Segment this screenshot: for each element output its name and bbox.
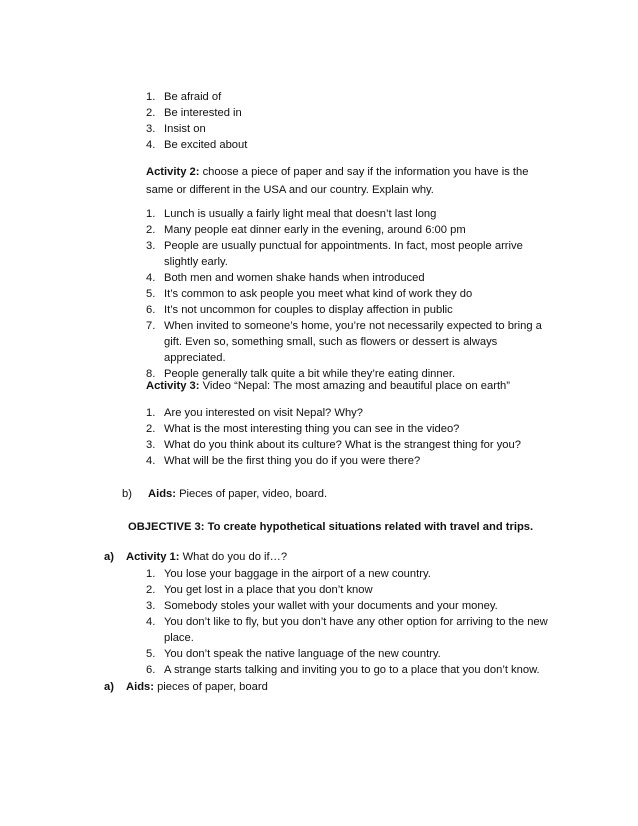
list-number: 2. [146,584,156,596]
list-item-text: What do you think about its culture? What is the strangest thing for you? [164,439,521,451]
aids-a-marker: a) [104,681,114,693]
list-number: 1. [146,568,156,580]
list-item-text: People generally talk quite a bit while they’re eating dinner. [164,368,456,380]
list-item-text: Be afraid of [164,91,222,103]
activity-3-paragraph [146,377,556,395]
list-item [146,598,556,614]
list-item-text: You lose your baggage in the airport of a new country. [164,568,431,580]
list-number: 1. [146,208,156,220]
list-item [146,121,556,137]
video-questions-list [146,405,556,469]
vocabulary-list [146,89,556,153]
list-number: 1. [146,91,156,103]
activity-1-text: What do you do if…? [179,551,288,563]
list-number: 6. [146,664,156,676]
list-number: 8. [146,368,156,380]
list-number: 3. [146,600,156,612]
list-number: 4. [146,616,156,628]
list-item [146,405,556,421]
list-item-text: Be interested in [164,107,242,119]
list-number: 7. [146,320,156,332]
aids-b-paragraph [122,485,552,503]
activity-2-text: choose a piece of paper and say if the information you have is the same or different in the USA and our country. Explain why. [146,166,529,196]
list-item-text: You don’t like to fly, but you don’t have any other option for arriving to the new place. [164,616,548,644]
list-number: 2. [146,224,156,236]
list-item [146,270,556,286]
objective-3-heading: OBJECTIVE 3: To create hypothetical situations related with travel and trips. [128,521,534,533]
list-item [146,437,556,453]
list-item [146,566,556,582]
list-item [146,421,556,437]
list-item-text: Are you interested on visit Nepal? Why? [164,407,363,419]
activity-3-label: Activity 3: [146,380,200,392]
customs-statements-list [146,206,556,382]
activity-1-label: Activity 1: [126,551,180,563]
list-number: 1. [146,407,156,419]
aids-b-label: Aids: [148,488,176,500]
list-number: 2. [146,423,156,435]
list-item [146,582,556,598]
list-item [146,646,556,662]
activity-2-label: Activity 2: [146,166,200,178]
list-item [146,137,556,153]
list-item [146,662,556,678]
activity-2-paragraph [146,163,556,199]
activity-3-text: Video “Nepal: The most amazing and beautiful place on earth” [199,380,511,392]
aids-a-text: pieces of paper, board [153,681,268,693]
list-item-text: Both men and women shake hands when introduced [164,272,425,284]
aids-b-marker: b) [122,488,132,500]
list-number: 3. [146,439,156,451]
aids-b-text: Pieces of paper, video, board. [175,488,328,500]
list-item-text: What is the most interesting thing you can see in the video? [164,423,460,435]
list-item [146,286,556,302]
list-item-text: A strange starts talking and inviting you to go to a place that you don’t know. [164,664,540,676]
list-item-text: It’s common to ask people you meet what kind of work they do [164,288,473,300]
list-item-text: Lunch is usually a fairly light meal that doesn’t last long [164,208,437,220]
list-item-text: People are usually punctual for appointments. In fact, most people arrive slightly early. [164,240,523,268]
list-number: 5. [146,648,156,660]
list-item [146,614,556,646]
aids-a-label: Aids: [126,681,154,693]
list-number: 2. [146,107,156,119]
list-item-text: You don’t speak the native language of the new country. [164,648,441,660]
aids-a-paragraph [104,678,554,696]
list-number: 5. [146,288,156,300]
list-number: 4. [146,139,156,151]
list-item-text: Be excited about [164,139,248,151]
list-item-text: What will be the first thing you do if you were there? [164,455,421,467]
list-item [146,222,556,238]
list-number: 3. [146,240,156,252]
list-number: 4. [146,272,156,284]
list-item-text: You get lost in a place that you don’t know [164,584,373,596]
list-item [146,318,556,366]
list-item [146,105,556,121]
list-number: 4. [146,455,156,467]
list-item-text: Somebody stoles your wallet with your documents and your money. [164,600,498,612]
list-item [146,206,556,222]
list-number: 6. [146,304,156,316]
list-number: 3. [146,123,156,135]
list-item [146,453,556,469]
list-item [146,89,556,105]
activity-1-paragraph [104,548,554,566]
list-item [146,302,556,318]
activity-1-marker: a) [104,551,114,563]
hypothetical-situations-list [146,566,556,678]
list-item-text: Many people eat dinner early in the evening, around 6:00 pm [164,224,466,236]
list-item-text: When invited to someone’s home, you’re not necessarily expected to bring a gift. Even so, something small, such as flowers or dessert is always appreciated. [164,320,542,364]
list-item-text: It’s not uncommon for couples to display affection in public [164,304,453,316]
list-item-text: Insist on [164,123,206,135]
list-item [146,238,556,270]
